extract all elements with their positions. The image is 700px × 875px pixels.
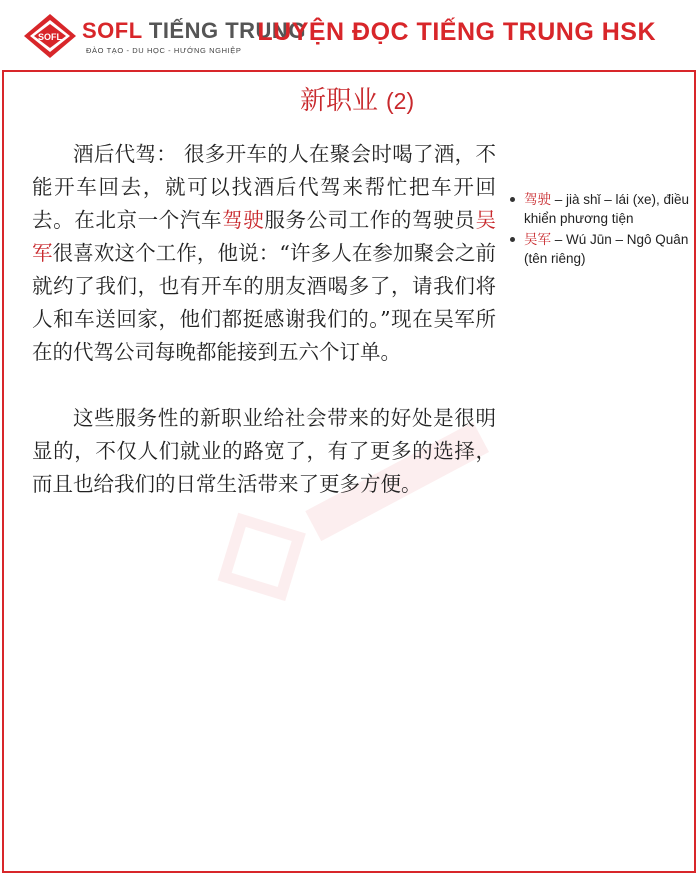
logo-tagline: ĐÀO TẠO - DU HỌC - HƯỚNG NGHIỆP xyxy=(86,46,242,55)
vocab-item xyxy=(510,190,694,228)
logo-name-accent: TIẾNG TRUNG xyxy=(142,18,306,43)
header xyxy=(0,0,700,70)
logo-mark-text: SOFL xyxy=(38,32,62,42)
vocab-term: 吴军 xyxy=(524,232,551,247)
vocab-term: 驾驶 xyxy=(524,192,551,207)
article-title xyxy=(300,80,414,117)
paragraph-1-part-a: 酒后代驾： 很多开车的人在聚会时喝了酒，不能开车回去，就可以找酒后代驾来帮忙把车开回去。在北京一个汽车 xyxy=(32,142,496,232)
vocab-gloss: – Wú Jūn – Ngô Quân (tên riêng) xyxy=(524,232,689,266)
highlight-jiashi: 驾驶 xyxy=(222,208,265,232)
sofl-logo xyxy=(22,12,306,60)
paragraph-1-part-b: 服务公司工作的驾驶员 xyxy=(264,208,476,232)
vocab-item xyxy=(510,230,694,268)
vocab-gloss: – jià shǐ – lái (xe), điều khiển phương tiện xyxy=(524,192,690,226)
logo-name-main: SOFL xyxy=(82,18,143,43)
article-title-text: 新职业 xyxy=(300,86,379,116)
paragraph-2: 这些服务性的新职业给社会带来的好处是很明显的，不仅人们就业的路宽了，有了更多的选择，而且也给我们的日常生活带来了更多方便。 xyxy=(32,406,496,496)
article-body xyxy=(32,138,496,501)
vocabulary-list xyxy=(510,190,694,270)
article-title-number: (2) xyxy=(386,88,415,114)
highlight-wujun: 吴军 xyxy=(32,208,497,265)
paragraph-1 xyxy=(32,138,496,369)
paragraph-1-part-c: 很喜欢这个工作，他说：“许多人在参加聚会之前就约了我们，也有开车的朋友酒喝多了，请我们将人和车送回家，他们都挺感谢我们的。”现在吴军所在的代驾公司每晚都能接到五六个订单。 xyxy=(32,241,497,364)
sofl-logo-icon xyxy=(22,12,78,60)
header-title: LUYỆN ĐỌC TIẾNG TRUNG HSK xyxy=(257,18,656,46)
